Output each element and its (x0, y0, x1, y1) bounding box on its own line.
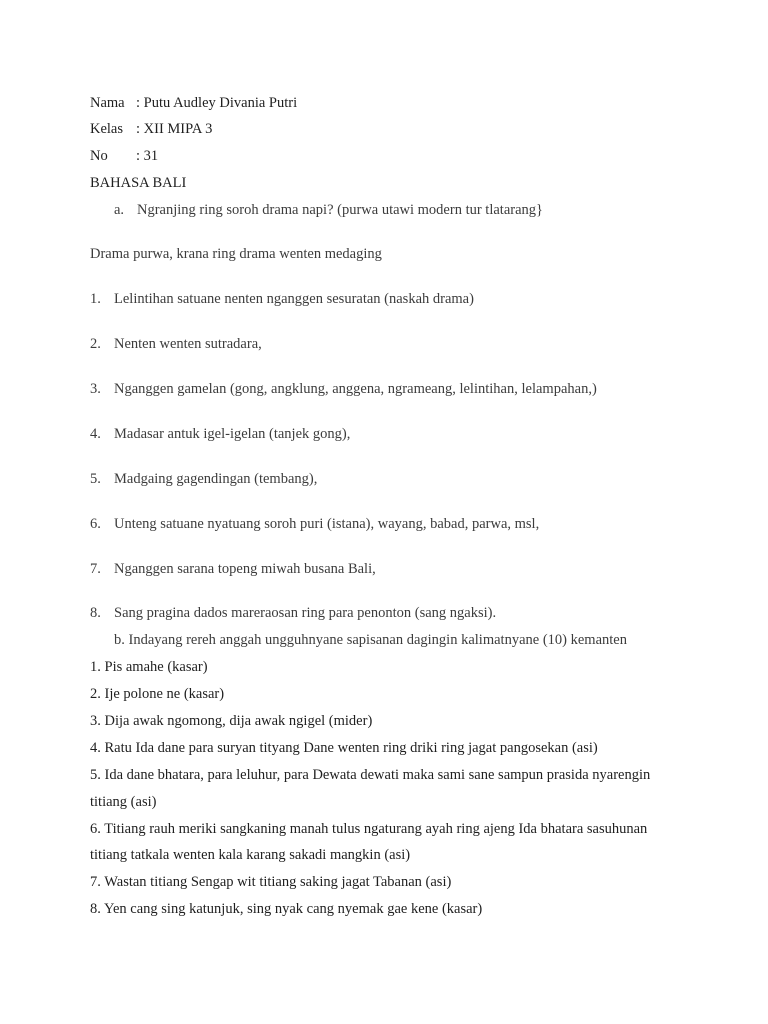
subject-heading: BAHASA BALI (90, 175, 187, 191)
list-item-number: 5. (90, 471, 101, 487)
list-item-text: Madgaing gagendingan (tembang), (114, 471, 318, 487)
list-b-item: 2. Ije polone ne (kasar) (90, 686, 225, 702)
question-b: b. Indayang rereh anggah ungguhnyane sapisanan dagingin kalimatnyane (10) kemanten (114, 632, 627, 648)
kelas-row (90, 120, 212, 138)
intro-text: Drama purwa, krana ring drama wenten medaging (90, 246, 382, 262)
question-a-text: Ngranjing ring soroh drama napi? (purwa utawi modern tur tlatarang} (137, 202, 543, 218)
list-item-text: Nenten wenten sutradara, (114, 336, 262, 352)
kelas-value: : XII MIPA 3 (136, 121, 213, 137)
no-row (90, 147, 158, 165)
list-item-number: 3. (90, 381, 101, 397)
question-a-marker: a. (114, 202, 125, 218)
nama-label: Nama (90, 95, 125, 111)
list-b-item: 3. Dija awak ngomong, dija awak ngigel (mider) (90, 713, 373, 729)
list-b-item: 7. Wastan titiang Sengap wit titiang saking jagat Tabanan (asi) (90, 874, 452, 890)
list-item-number: 2. (90, 336, 101, 352)
list-item-number: 4. (90, 426, 101, 442)
question-a (114, 201, 543, 219)
kelas-label: Kelas (90, 121, 124, 137)
list-b-item: 8. Yen cang sing katunjuk, sing nyak cang nyemak gae kene (kasar) (90, 901, 483, 917)
list-b-item: 6. Titiang rauh meriki sangkaning manah tulus ngaturang ayah ring ajeng Ida bhatara sasuhunan (90, 821, 648, 837)
list-item-text: Unteng satuane nyatuang soroh puri (istana), wayang, babad, parwa, msl, (114, 516, 540, 532)
nama-value: : Putu Audley Divania Putri (136, 95, 298, 111)
no-label: No (90, 148, 108, 164)
list-item-text: Sang pragina dados mareraosan ring para penonton (sang ngaksi). (114, 605, 497, 621)
list-item-number: 7. (90, 561, 101, 577)
list-b-item: 5. Ida dane bhatara, para leluhur, para Dewata dewati maka sami sane sampun prasida nyarengin (90, 767, 651, 783)
list-item-text: Madasar antuk igel-igelan (tanjek gong), (114, 426, 351, 442)
list-b-item: 1. Pis amahe (kasar) (90, 659, 208, 675)
list-item-number: 6. (90, 516, 101, 532)
nama-row (90, 94, 297, 112)
list-b-item: 4. Ratu Ida dane para suryan tityang Dane wenten ring driki ring jagat pangosekan (asi) (90, 740, 598, 756)
list-item-text: Nganggen gamelan (gong, angklung, anggena, ngrameang, lelintihan, lelampahan,) (114, 381, 597, 397)
list-item-number: 1. (90, 291, 101, 307)
list-item-text: Nganggen sarana topeng miwah busana Bali, (114, 561, 376, 577)
list-item-number: 8. (90, 605, 101, 621)
no-value: : 31 (136, 148, 159, 164)
list-item-text: Lelintihan satuane nenten nganggen sesuratan (naskah drama) (114, 291, 474, 307)
list-b-item-continuation: titiang tatkala wenten kala karang sakadi mangkin (asi) (90, 847, 411, 863)
list-b-item-continuation: titiang (asi) (90, 794, 157, 810)
